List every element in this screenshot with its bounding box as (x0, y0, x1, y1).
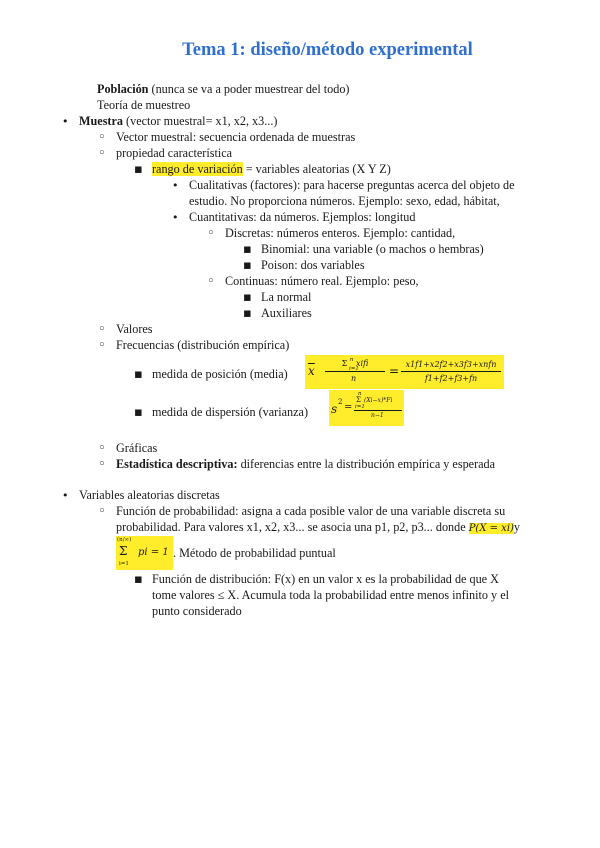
dispersion-line: medida de dispersión (varianza) (152, 405, 309, 419)
bullet-circle (98, 504, 106, 519)
variance-term: (Xi−x)*Fi (364, 397, 393, 404)
auxiliares-line: Auxiliares (261, 306, 312, 320)
estadistica-term: Estadística descriptiva: (116, 457, 238, 471)
bullet-square (243, 258, 252, 273)
sum-term: xifi (355, 359, 369, 368)
variance-fraction-bar (354, 410, 402, 411)
bullet-circle (98, 338, 106, 353)
sigma-symbol: Σ (341, 359, 348, 368)
rango-line (152, 162, 391, 177)
variance-exponent: 2 (338, 398, 343, 406)
poblacion-line (97, 82, 349, 97)
estadistica-desc: diferencias entre la distribución empírica y esperada (237, 457, 496, 471)
variance-denominator: n−1 (371, 412, 384, 419)
page-title: Tema 1: diseño/método experimental (182, 40, 473, 60)
funcion-prob-text: probabilidad. Para valores x1, x2, x3... se asocia una p1, p2, p3... donde (116, 520, 469, 534)
sum-lower: i=1 (349, 366, 359, 372)
sum-pi-sigma: Σ (119, 544, 128, 558)
cuantitativas-line: Cuantitativas: da números. Ejemplos: longitud (189, 210, 416, 224)
bullet-circle (98, 441, 106, 456)
bullet-dot (172, 210, 179, 225)
bullet-circle (207, 226, 215, 241)
rango-desc: = variables aleatorias (X Y Z) (242, 162, 391, 176)
probability-expression: P(X = xi) (468, 523, 514, 534)
funcion-dist-line-2: tome valores ≤ X. Acumula toda la probabilidad entre menos infinito y el (152, 588, 509, 602)
expanded-numerator: x1f1+x2f2+x3f3+xnfn (401, 358, 501, 372)
posicion-line: medida de posición (media) (152, 367, 288, 381)
poblacion-desc: (nunca se va a poder muestrear del todo) (148, 82, 350, 96)
bullet-circle (98, 322, 106, 337)
cualitativas-line-2: estudio. No proporciona números. Ejemplo: sexo, edad, hábitat, (189, 194, 500, 208)
binomial-line: Binomial: una variable (o machos o hembras) (261, 242, 484, 256)
variables-discretas-line: Variables aleatorias discretas (79, 488, 220, 502)
bullet-dot (62, 488, 69, 503)
cualitativas-line-1: Cualitativas (factores): para hacerse preguntas acerca del objeto de (189, 178, 515, 192)
sum-upper: n (349, 357, 354, 363)
variance-sum-lower: i=1 (355, 404, 365, 410)
equals-sign: = (389, 364, 400, 378)
funcion-dist-line-1: Función de distribución: F(x) en un valor x es la probabilidad de que X (152, 572, 499, 586)
sum-pi-lower: i=1 (119, 561, 129, 567)
valores-line: Valores (116, 322, 153, 336)
vector-line: Vector muestral: secuencia ordenada de muestras (116, 130, 356, 144)
funcion-prob-line-1: Función de probabilidad: asigna a cada posible valor de una variable discreta su (116, 504, 506, 518)
poison-line: Poison: dos variables (261, 258, 365, 272)
bullet-square (134, 162, 143, 177)
equals-sign: = (344, 402, 353, 413)
sum-pi-upper: (n/∞) (117, 537, 132, 543)
variance-formula (329, 390, 404, 426)
mean-denominator: n (351, 374, 357, 383)
bullet-circle (98, 130, 106, 145)
bullet-square (243, 290, 252, 305)
bullet-circle (98, 457, 106, 472)
metodo-line: . Método de probabilidad puntual (173, 546, 336, 560)
estadistica-line (116, 457, 495, 472)
propiedad-line: propiedad característica (116, 146, 233, 160)
graficas-line: Gráficas (116, 441, 158, 455)
mean-formula (305, 355, 504, 389)
continuas-line: Continuas: número real. Ejemplo: peso, (225, 274, 419, 288)
funcion-dist-line-3: punto considerado (152, 604, 242, 618)
sum-pi-term: pi = 1 (138, 547, 169, 558)
y-conjunction: y (513, 520, 521, 534)
bullet-square (243, 306, 252, 321)
bullet-circle (207, 274, 215, 289)
poblacion-term: Población (97, 82, 149, 96)
frecuencias-line: Frecuencias (distribución empírica) (116, 338, 290, 352)
bullet-square (243, 242, 252, 257)
sum-pi-formula (116, 536, 173, 570)
variance-sigma: Σ (356, 396, 361, 404)
muestra-line (79, 114, 277, 129)
bullet-dot (62, 114, 69, 129)
bullet-dot (172, 178, 179, 193)
discretas-line: Discretas: números enteros. Ejemplo: cantidad, (225, 226, 456, 240)
variance-symbol: s (331, 402, 338, 416)
funcion-prob-line-2 (116, 520, 520, 536)
rango-highlight: rango de variación (152, 162, 243, 176)
bullet-square (134, 405, 143, 420)
bullet-square (134, 367, 143, 382)
muestra-term: Muestra (79, 114, 123, 128)
bullet-circle (98, 146, 106, 161)
teoria-line: Teoría de muestreo (97, 98, 191, 112)
expanded-denominator: f1+f2+f3+fn (424, 374, 478, 383)
lanormal-line: La normal (261, 290, 312, 304)
muestra-desc: (vector muestral= x1, x2, x3...) (123, 114, 278, 128)
bullet-square (134, 572, 143, 587)
variance-sum-upper: n (358, 391, 362, 397)
mean-symbol: $\overline{x}$ (308, 364, 315, 378)
